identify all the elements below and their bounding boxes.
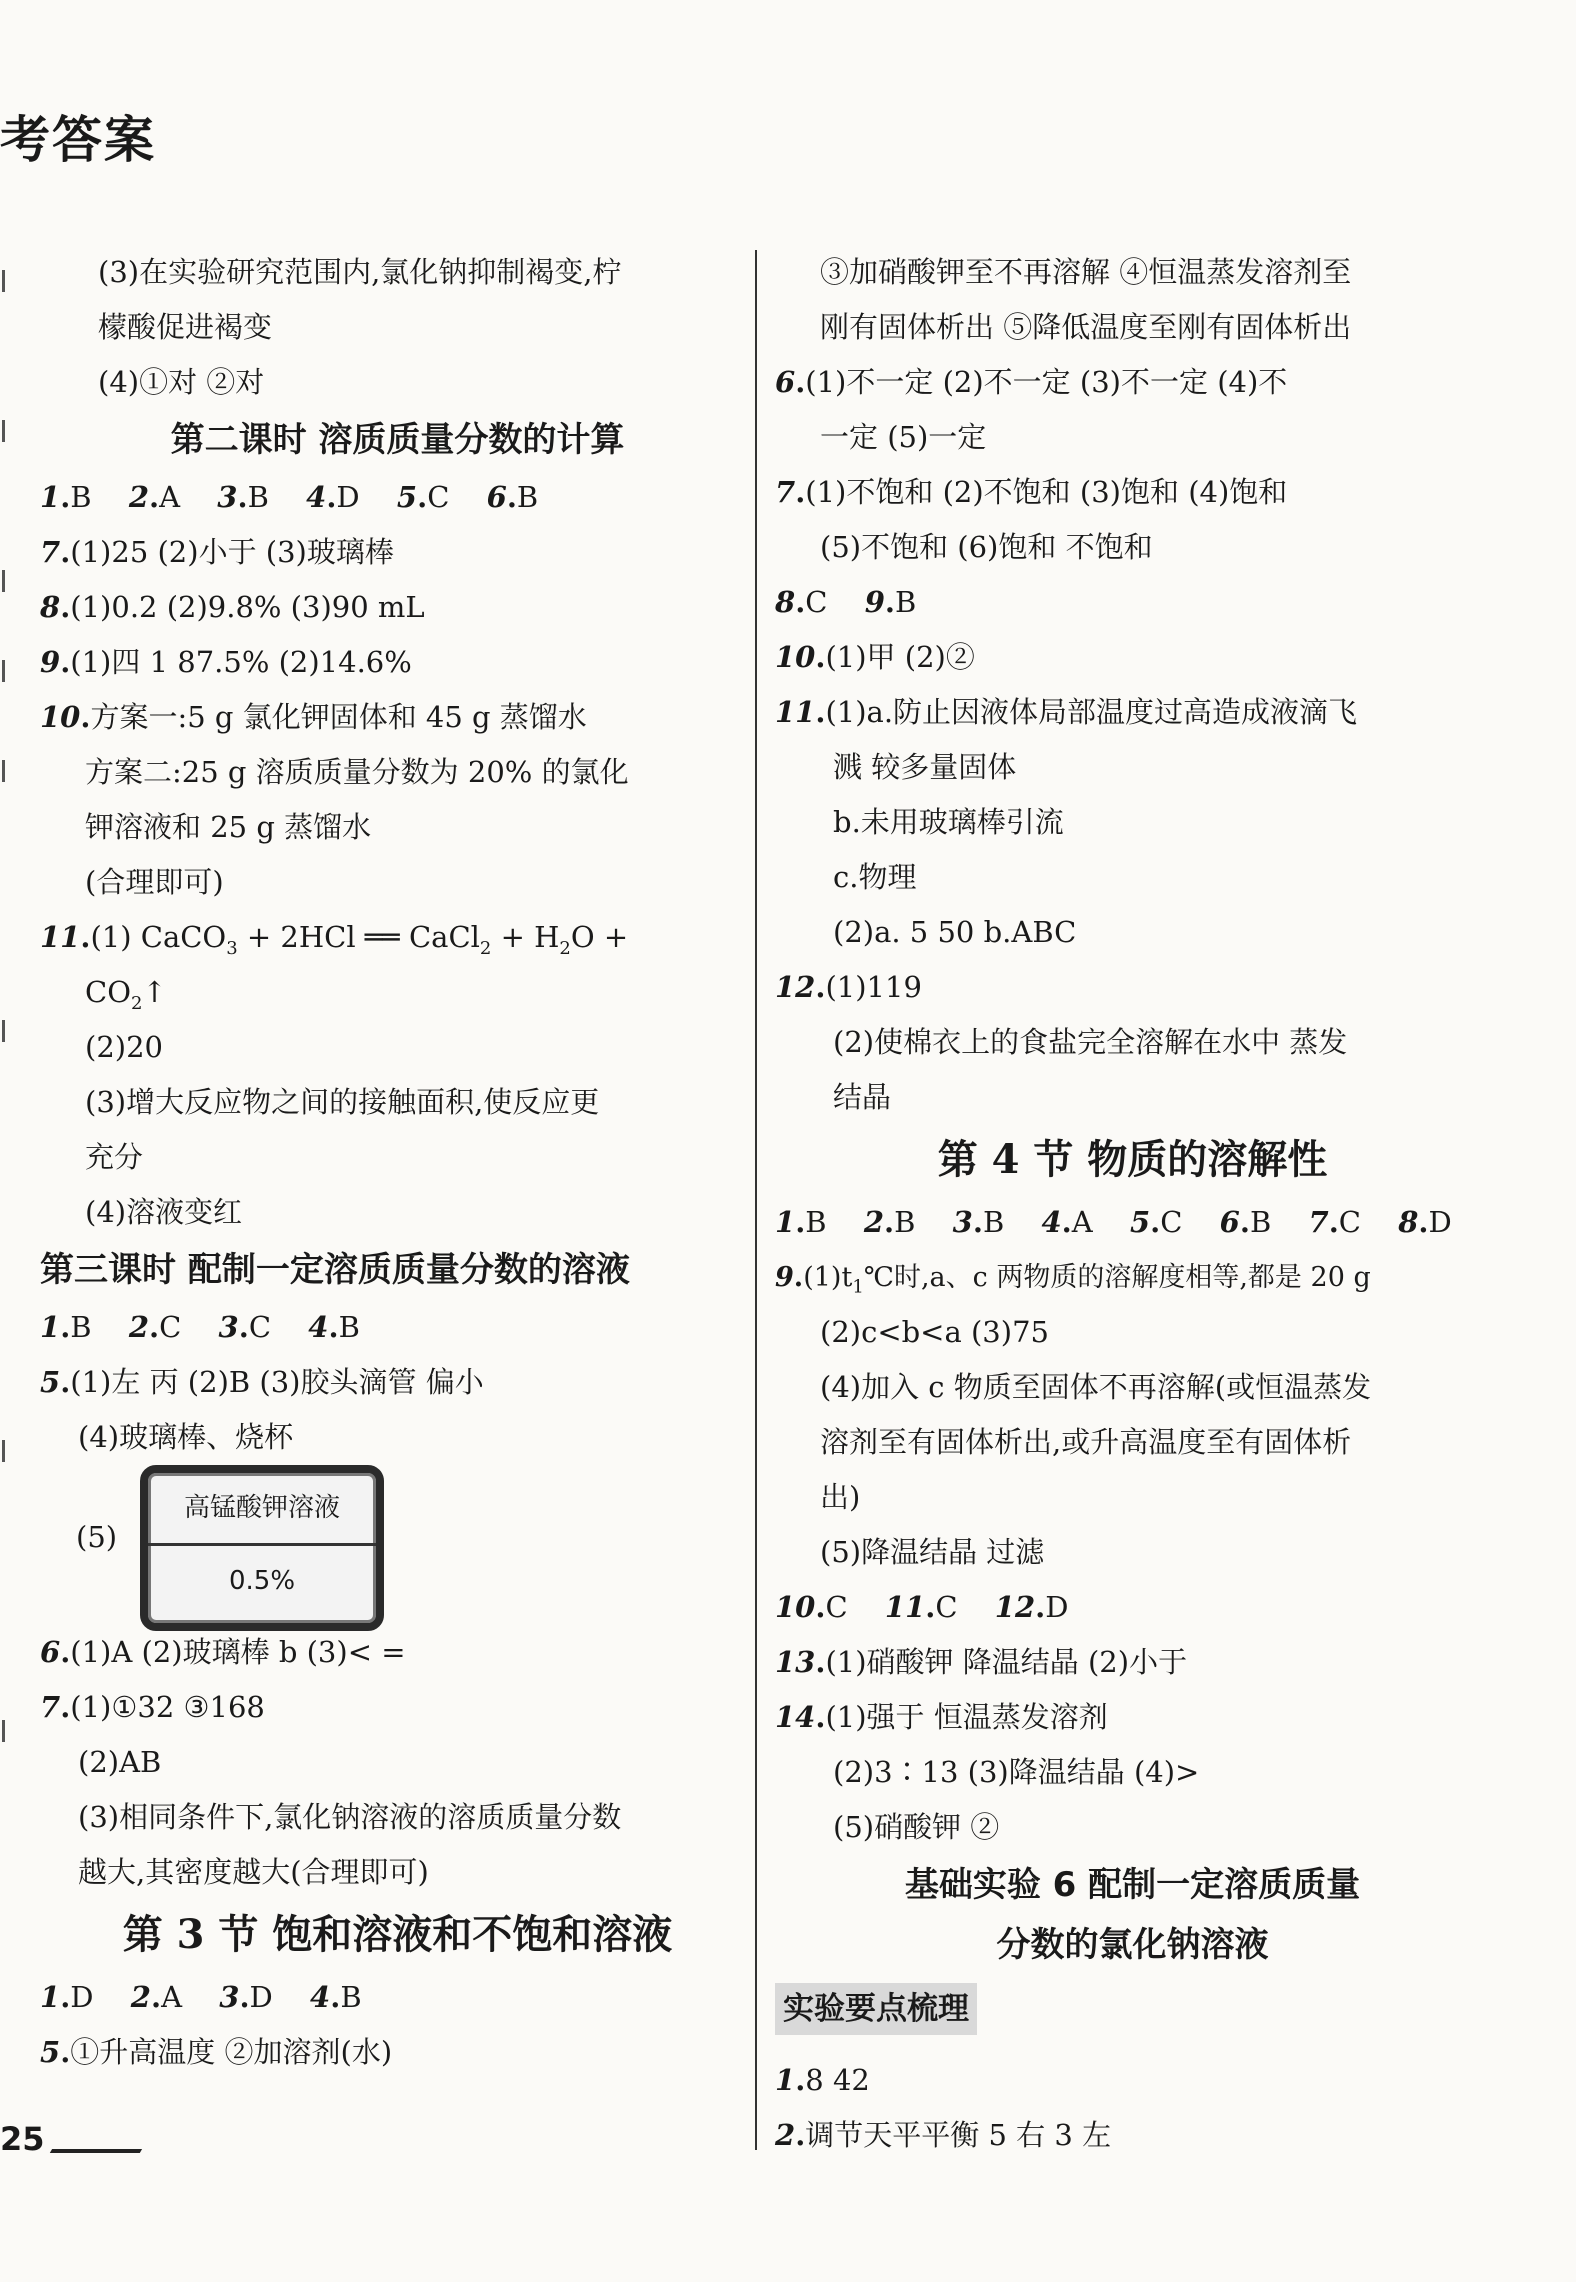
text-line: (3)增大反应物之间的接触面积,使反应更 bbox=[85, 1085, 600, 1119]
text-line: 一定 (5)一定 bbox=[820, 420, 987, 454]
answer-row: 8 . (1)0.2 (2)9.8% (3)90 mL bbox=[40, 580, 755, 635]
text-line: (2)a. 5 50 b.ABC bbox=[833, 915, 1077, 949]
answer-row: 5 . ①升高温度 ②加溶剂(水) bbox=[40, 2025, 755, 2080]
answer-row: 12 . (1)119 bbox=[775, 960, 1490, 1015]
text-line: 出) bbox=[820, 1480, 861, 1514]
answer-row: 1 . 8 42 bbox=[775, 2053, 1490, 2108]
section-tag: 实验要点梳理 bbox=[775, 1983, 977, 2035]
text-line: (4)玻璃棒、烧杯 bbox=[78, 1420, 294, 1454]
label-concentration: 0.5% bbox=[228, 1566, 296, 1596]
answer-row: 9 . (1)四 1 87.5% (2)14.6% bbox=[40, 635, 755, 690]
answer-row: 7 . (1)25 (2)小于 (3)玻璃棒 bbox=[40, 525, 755, 580]
text-line: 方案二:25 g 溶质质量分数为 20% 的氯化 bbox=[85, 755, 629, 789]
text-line: 越大,其密度越大(合理即可) bbox=[78, 1855, 429, 1889]
text-line: (4)溶液变红 bbox=[85, 1195, 243, 1229]
label-name: 高锰酸钾溶液 bbox=[148, 1473, 376, 1546]
page-number: 25 bbox=[0, 2120, 45, 2158]
text-line: (3)相同条件下,氯化钠溶液的溶质质量分数 bbox=[78, 1800, 622, 1834]
text-line: (5)不饱和 (6)饱和 不饱和 bbox=[820, 530, 1153, 564]
page-title: 考答案 bbox=[0, 111, 156, 169]
text-line: $CO_2↑$ bbox=[85, 975, 167, 1014]
text-line: (4)①对 ②对 bbox=[98, 365, 265, 399]
text-line: ③加硝酸钾至不再溶解 ④恒温蒸发溶剂至 bbox=[820, 255, 1352, 289]
answer-row: 7 . (1)不饱和 (2)不饱和 (3)饱和 (4)饱和 bbox=[775, 465, 1490, 520]
text-line: (3)在实验研究范围内,氯化钠抑制褐变,柠 bbox=[98, 255, 622, 289]
reagent-bottle-label bbox=[140, 1465, 384, 1631]
footer-decoration bbox=[50, 2135, 150, 2153]
section-heading: 基础实验 6 配制一定溶质质量 bbox=[904, 1865, 1361, 1905]
answer-row: 1 . B 2 . B 3 . B 4 . A 5 . C 6 . B 7 . C 8 . D bbox=[775, 1195, 1490, 1250]
text-line: (2)3∶13 (3)降温结晶 (4)> bbox=[833, 1755, 1200, 1789]
answer-row: 13 . (1)硝酸钾 降温结晶 (2)小于 bbox=[775, 1635, 1490, 1690]
answer-row: 10 . (1)甲 (2)② bbox=[775, 630, 1490, 685]
text-line: c.物理 bbox=[833, 860, 917, 894]
text-line: 溶剂至有固体析出,或升高温度至有固体析 bbox=[820, 1425, 1352, 1459]
text-line: 充分 bbox=[85, 1140, 144, 1174]
text-line: (4)加入 c 物质至固体不再溶解(或恒温蒸发 bbox=[820, 1370, 1372, 1404]
answer-row: 1 . B 2 . A 3 . B 4 . D 5 . C 6 . B bbox=[40, 470, 755, 525]
text-line: (2)使棉衣上的食盐完全溶解在水中 蒸发 bbox=[833, 1025, 1348, 1059]
section-heading: 第 4 节 物质的溶解性 bbox=[937, 1136, 1328, 1183]
answer-row: 2 . 调节天平平衡 5 右 3 左 bbox=[775, 2108, 1490, 2163]
answer-row: 1 . D 2 . A 3 . D 4 . B bbox=[40, 1970, 755, 2025]
text-line: 刚有固体析出 ⑤降低温度至刚有固体析出 bbox=[820, 310, 1352, 344]
text-line: b.未用玻璃棒引流 bbox=[833, 805, 1064, 839]
text-line: 钾溶液和 25 g 蒸馏水 bbox=[85, 810, 372, 844]
section-heading: 分数的氯化钠溶液 bbox=[996, 1925, 1269, 1965]
text-line: 溅 较多量固体 bbox=[833, 750, 1017, 784]
answer-row: 10 . C 11 . C 12 . D bbox=[775, 1580, 1490, 1635]
section-heading: 第 3 节 饱和溶液和不饱和溶液 bbox=[122, 1911, 673, 1958]
text-line: 檬酸促进褐变 bbox=[98, 310, 273, 344]
text-line: (5)硝酸钾 ② bbox=[833, 1810, 1000, 1844]
text-line: (2)20 bbox=[85, 1030, 163, 1064]
answer-row: 9 . $(1)t_1℃$时,a、c 两物质的溶解度相等,都是 20 g bbox=[775, 1250, 1490, 1305]
text-line: (5)降温结晶 过滤 bbox=[820, 1535, 1045, 1569]
section-heading: 第二课时 溶质质量分数的计算 bbox=[170, 420, 625, 460]
text-line: 结晶 bbox=[833, 1080, 892, 1114]
answer-row: 5 . (1)左 丙 (2)B (3)胶头滴管 偏小 bbox=[40, 1355, 755, 1410]
tag-row bbox=[775, 1975, 1490, 2053]
right-column bbox=[775, 245, 1490, 2163]
reagent-label-figure: (5) 高锰酸钾溶液 0.5% bbox=[40, 1465, 755, 1625]
column-divider bbox=[755, 250, 757, 2150]
binding-edge-marks bbox=[0, 240, 22, 1840]
section-heading: 第三课时 配制一定溶质质量分数的溶液 bbox=[40, 1250, 630, 1290]
answer-row: 6 . (1)A (2)玻璃棒 b (3)< = bbox=[40, 1625, 755, 1680]
answer-row: 6 . (1)不一定 (2)不一定 (3)不一定 (4)不 bbox=[775, 355, 1490, 410]
text-line: (合理即可) bbox=[85, 865, 224, 899]
answer-row: 7 . (1)①32 ③168 bbox=[40, 1680, 755, 1735]
answer-row: 11 . (1) CaCO$_3$ + 2HCl ══ CaCl$_2$ + $H_2O$ + bbox=[40, 910, 755, 965]
text-line: (2)c<b<a (3)75 bbox=[820, 1315, 1049, 1349]
answer-row: 10 . 方案一:5 g 氯化钾固体和 45 g 蒸馏水 bbox=[40, 690, 755, 745]
text-line: (2)AB bbox=[78, 1745, 162, 1779]
answer-row: 8 . C 9 . B bbox=[775, 575, 1490, 630]
left-column bbox=[40, 245, 755, 2080]
answer-row: 14 . (1)强于 恒温蒸发溶剂 bbox=[775, 1690, 1490, 1745]
answer-row: 1 . B 2 . C 3 . C 4 . B bbox=[40, 1300, 755, 1355]
answer-row: 11 . (1)a.防止因液体局部温度过高造成液滴飞 bbox=[775, 685, 1490, 740]
